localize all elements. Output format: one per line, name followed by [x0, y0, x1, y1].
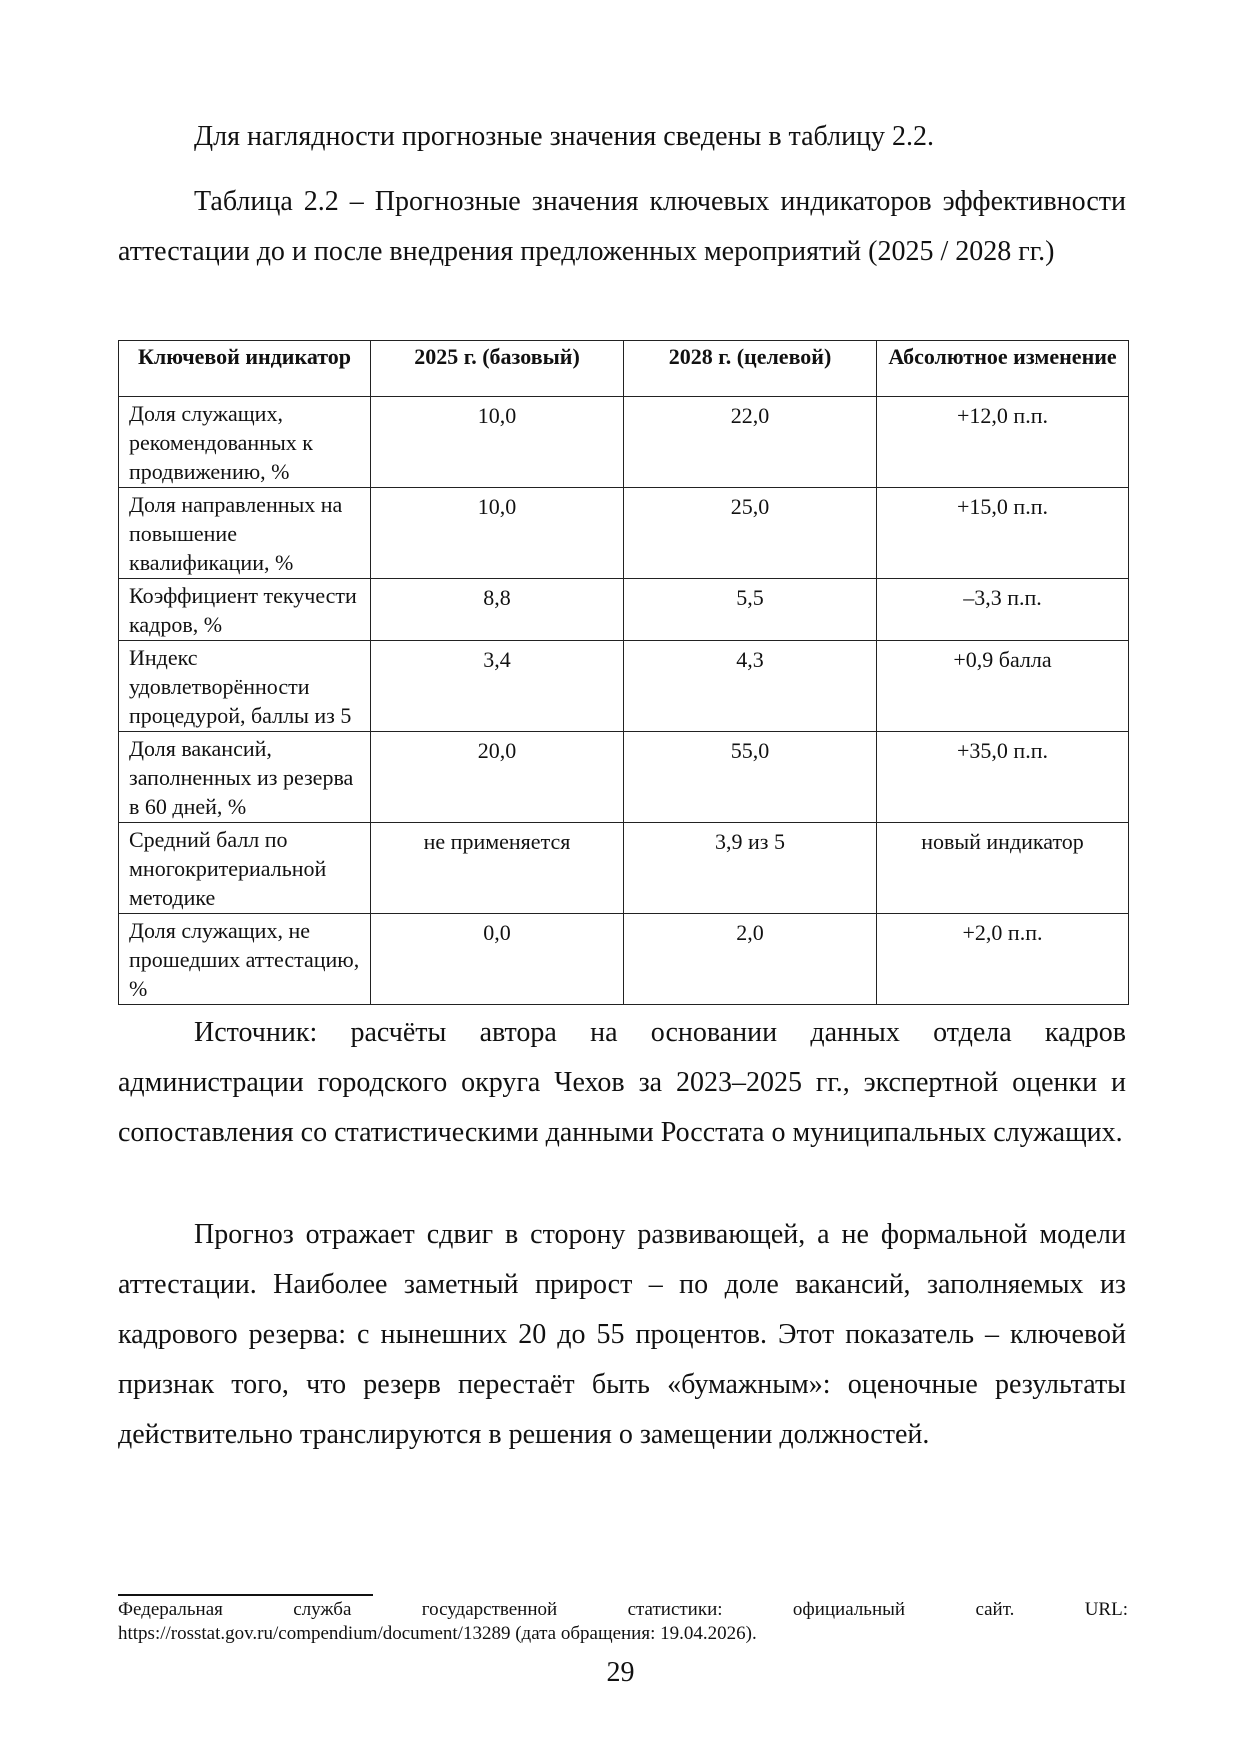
value-2025-cell: 3,4 — [371, 641, 624, 732]
value-2025-cell: 8,8 — [371, 579, 624, 641]
intro-paragraph: Для наглядности прогнозные значения сведены в таблицу 2.2. — [194, 121, 935, 152]
value-2028-cell: 25,0 — [624, 488, 877, 579]
change-cell: новый индикатор — [877, 823, 1129, 914]
header-change: Абсолютное изменение — [877, 341, 1129, 397]
indicator-cell: Коэффициент текучести кадров, % — [119, 579, 371, 641]
change-cell: +2,0 п.п. — [877, 914, 1129, 1005]
table-row — [119, 732, 1129, 823]
change-cell: +15,0 п.п. — [877, 488, 1129, 579]
forecast-paragraph: Прогноз отражает сдвиг в сторону развивающей, а не формальной модели аттестации. Наиболее заметный прирост – по доле вакансий, заполняемых из кадрового резерва: с нынешних 20 до 55 процентов. Этот показатель – ключевой признак того, что резерв перестаёт быть «бумажным»: оценочные результаты действительно транслируются в решения о замещении должностей. — [118, 1219, 1126, 1450]
change-cell: +12,0 п.п. — [877, 397, 1129, 488]
indicator-cell: Доля служащих, рекомендованных к продвижению, % — [119, 397, 371, 488]
value-2025-cell: 10,0 — [371, 397, 624, 488]
table-row — [119, 641, 1129, 732]
change-cell: +35,0 п.п. — [877, 732, 1129, 823]
value-2025-cell: не применяется — [371, 823, 624, 914]
footnote: Федеральная служба государственной статистики: официальный сайт. URL: https://rosstat.gov.ru/compendium/document/13289 (дата обращения: 19.04.2026). — [118, 1599, 1128, 1644]
value-2025-cell: 10,0 — [371, 488, 624, 579]
table-row — [119, 823, 1129, 914]
table-caption: Таблица 2.2 – Прогнозные значения ключевых индикаторов эффективности аттестации до и после внедрения предложенных мероприятий (2025 / 2028 гг.) — [118, 186, 1126, 267]
value-2028-cell: 55,0 — [624, 732, 877, 823]
indicator-cell: Индекс удовлетворённости процедурой, баллы из 5 — [119, 641, 371, 732]
value-2028-cell: 4,3 — [624, 641, 877, 732]
value-2025-cell: 20,0 — [371, 732, 624, 823]
indicator-cell: Доля служащих, не прошедших аттестацию, % — [119, 914, 371, 1005]
value-2028-cell: 5,5 — [624, 579, 877, 641]
change-cell: +0,9 балла — [877, 641, 1129, 732]
value-2028-cell: 3,9 из 5 — [624, 823, 877, 914]
change-cell: –3,3 п.п. — [877, 579, 1129, 641]
header-2025: 2025 г. (базовый) — [371, 341, 624, 397]
header-2028: 2028 г. (целевой) — [624, 341, 877, 397]
indicator-cell: Средний балл по многокритериальной методике — [119, 823, 371, 914]
table-row — [119, 914, 1129, 1005]
value-2028-cell: 22,0 — [624, 397, 877, 488]
table-row — [119, 579, 1129, 641]
page-number: 29 — [606, 1657, 635, 1688]
indicator-cell: Доля вакансий, заполненных из резерва в 60 дней, % — [119, 732, 371, 823]
table-header-row — [119, 341, 1129, 397]
footnote-separator — [118, 1594, 373, 1596]
table-row — [119, 397, 1129, 488]
indicator-cell: Доля направленных на повышение квалификации, % — [119, 488, 371, 579]
source-paragraph: Источник: расчёты автора на основании данных отдела кадров администрации городского округа Чехов за 2023–2025 гг., экспертной оценки и сопоставления со статистическими данными Росстата о муниципальных служащих. — [118, 1017, 1126, 1148]
value-2025-cell: 0,0 — [371, 914, 624, 1005]
kpi-forecast-table — [118, 340, 1129, 1005]
header-indicator: Ключевой индикатор — [119, 341, 371, 397]
value-2028-cell: 2,0 — [624, 914, 877, 1005]
table-row — [119, 488, 1129, 579]
